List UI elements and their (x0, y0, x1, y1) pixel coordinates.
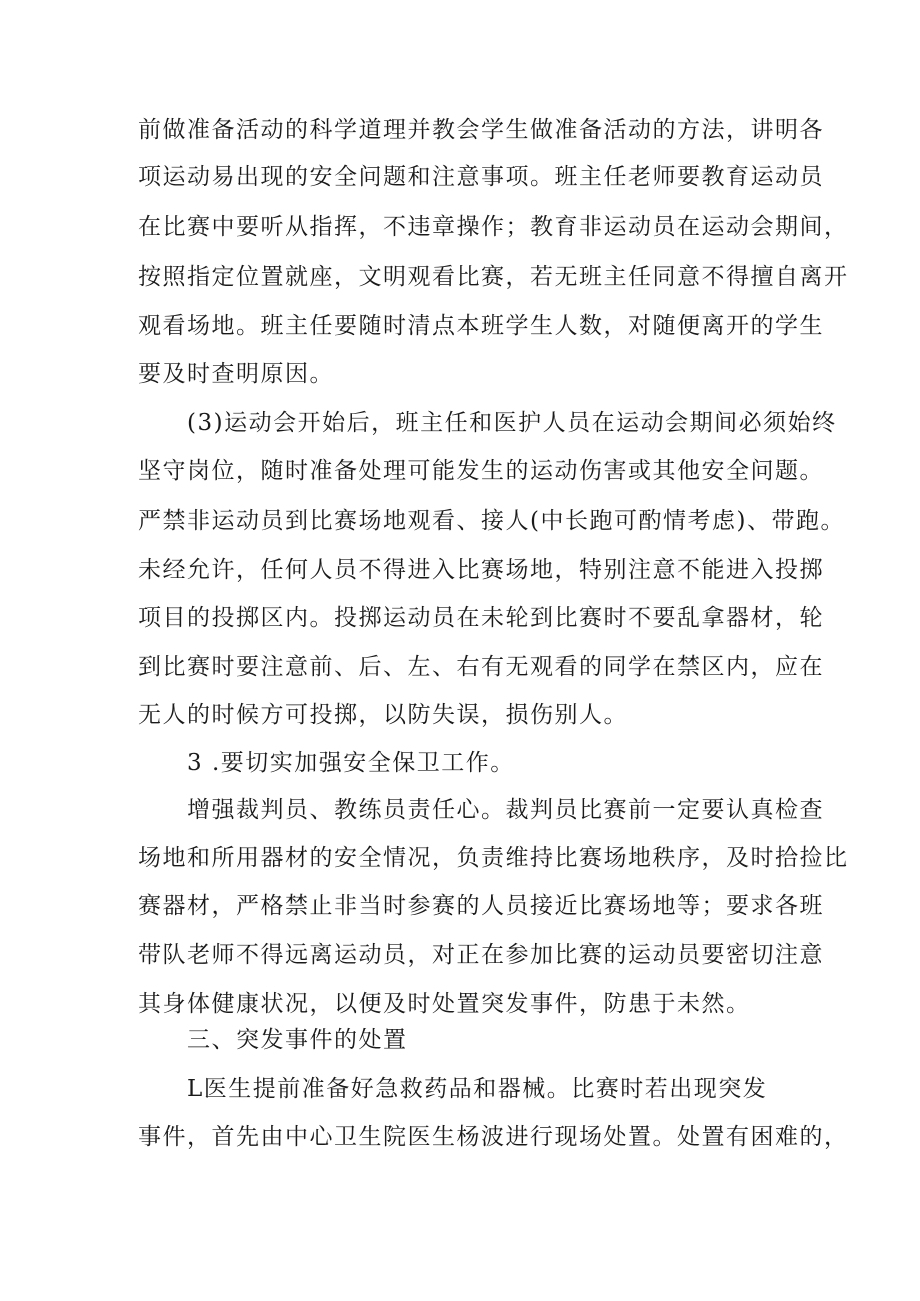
text-line: 到比赛时要注意前、后、左、右有无观看的同学在禁区内，应在 (138, 654, 824, 680)
text-line: 未经允许，任何人员不得进入比赛场地，特别注意不能进入投掷 (138, 557, 824, 583)
section-heading-3: 3 .要切实加强安全保卫工作。 (187, 750, 515, 776)
text-line: 场地和所用器材的安全情况，负责维持比赛场地秩序，及时拾捡比 (138, 845, 849, 871)
text-line: 在比赛中要听从指挥，不违章操作；教育非运动员在运动会期间， (138, 214, 849, 240)
text-line: 要及时查明原因。 (138, 361, 334, 387)
text-line: 带队老师不得远离运动员，对正在参加比赛的运动员要密切注意 (138, 942, 824, 968)
text-line: 其身体健康状况，以便及时处置突发事件，防患于未然。 (138, 991, 751, 1017)
paragraph-start: L医生提前准备好急救药品和器械。比赛时若出现突发 (187, 1076, 768, 1102)
text-line: 项目的投掷区内。投掷运动员在未轮到比赛时不要乱拿器材，轮 (138, 605, 824, 631)
text-line: 坚守岗位，随时准备处理可能发生的运动伤害或其他安全问题。 (138, 458, 824, 484)
paragraph-start: 增强裁判员、教练员责任心。裁判员比赛前一定要认真检查 (187, 797, 824, 823)
text-line: 无人的时候方可投掷，以防失误，损伤别人。 (138, 702, 628, 728)
text-line: 严禁非运动员到比赛场地观看、接人(中长跑可酌情考虑)、带跑。 (138, 508, 845, 534)
text-line: 赛器材，严格禁止非当时参赛的人员接近比赛场地等；要求各班 (138, 893, 824, 919)
text-line: 按照指定位置就座，文明观看比赛，若无班主任同意不得擅自离开 (138, 264, 849, 290)
paragraph-3-start: (3)运动会开始后，班主任和医护人员在运动会期间必须始终 (187, 410, 837, 436)
text-line: 观看场地。班主任要随时清点本班学生人数，对随便离开的学生 (138, 313, 824, 339)
text-line: 前做准备活动的科学道理并教会学生做准备活动的方法，讲明各 (138, 117, 824, 143)
text-line: 事件，首先由中心卫生院医生杨波进行现场处置。处置有困难的， (138, 1124, 849, 1150)
text-line: 项运动易出现的安全问题和注意事项。班主任老师要教育运动员 (138, 164, 824, 190)
section-heading-three: 三、突发事件的处置 (187, 1027, 408, 1053)
